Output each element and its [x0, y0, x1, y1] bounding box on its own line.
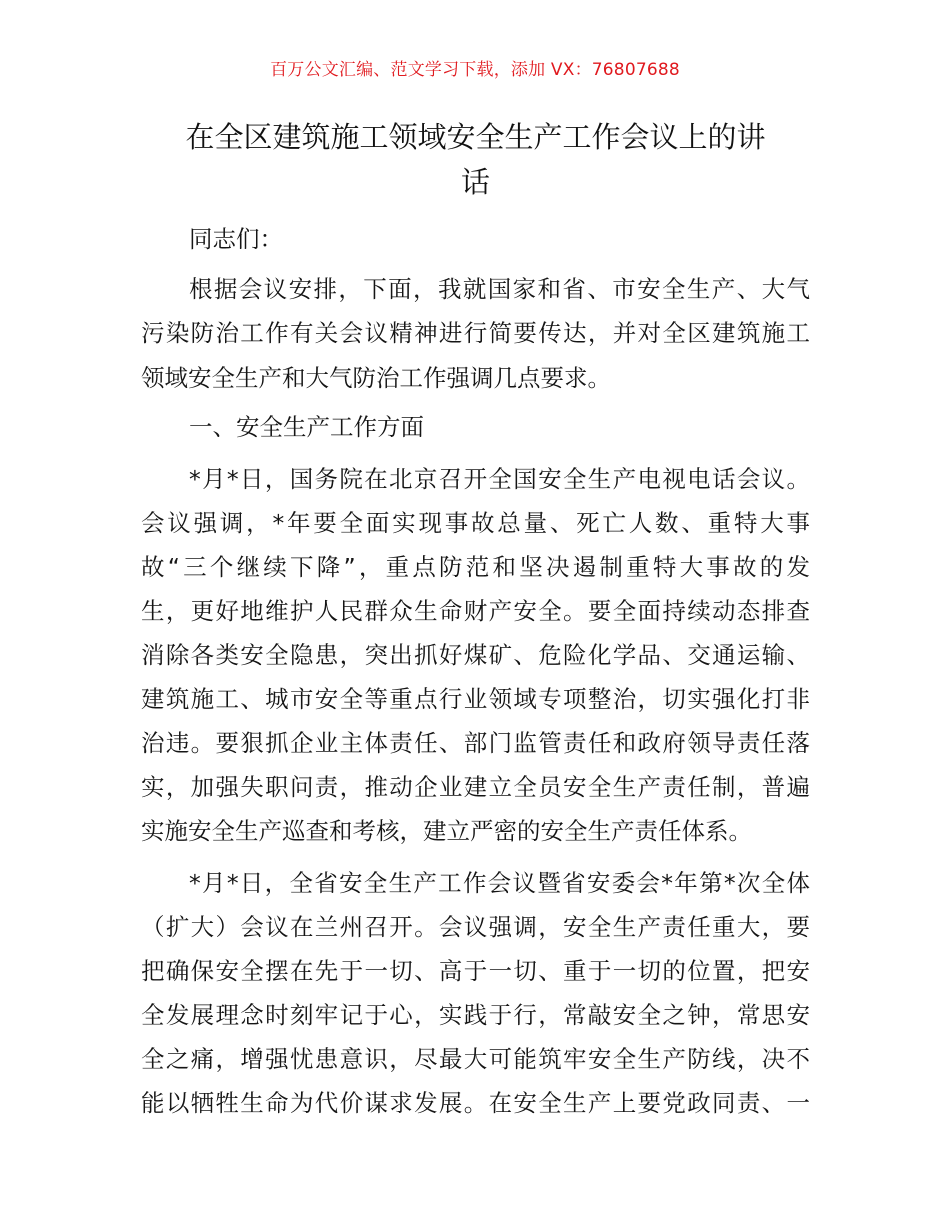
- paragraph-3-line: （扩大）会议在兰州召开。会议强调，安全生产责任重大，要: [141, 913, 810, 941]
- document-title-line-1: 在全区建筑施工领域安全生产工作会议上的讲: [185, 120, 766, 154]
- paragraph-2-line: 生，更好地维护人民群众生命财产安全。要全面持续动态排查: [141, 597, 810, 625]
- paragraph-3-line: 把确保安全摆在先于一切、高于一切、重于一切的位置，把安: [141, 957, 810, 985]
- paragraph-2-line: 会议强调，*年要全面实现事故总量、死亡人数、重特大事: [141, 509, 810, 537]
- paragraph-2-line: 治违。要狠抓企业主体责任、部门监管责任和政府领导责任落: [141, 729, 810, 757]
- paragraph-1-line: 根据会议安排，下面，我就国家和省、市安全生产、大气: [189, 275, 810, 303]
- document-title-line-2: 话: [460, 165, 490, 199]
- paragraph-3-line: *月*日，全省安全生产工作会议暨省安委会*年第*次全体: [189, 869, 810, 897]
- paragraph-2-line: *月*日，国务院在北京召开全国安全生产电视电话会议。: [189, 465, 810, 493]
- paragraph-3-line: 全发展理念时刻牢记于心，实践于行，常敲安全之钟，常思安: [141, 1001, 810, 1029]
- paragraph-1-line: 污染防治工作有关会议精神进行简要传达，并对全区建筑施工: [141, 319, 810, 347]
- paragraph-2-line: 实施安全生产巡查和考核，建立严密的安全生产责任体系。: [141, 817, 752, 845]
- paragraph-2-line: 故“三个继续下降”，重点防范和坚决遏制重特大事故的发: [141, 553, 810, 581]
- paragraph-2-line: 实，加强失职问责，推动企业建立全员安全生产责任制，普遍: [141, 773, 810, 801]
- greeting: 同志们：: [189, 225, 283, 253]
- paragraph-1-line: 领域安全生产和大气防治工作强调几点要求。: [141, 364, 611, 392]
- watermark-header: 百万公文汇编、范文学习下载，添加 VX：76807688: [270, 60, 680, 80]
- paragraph-2-line: 建筑施工、城市安全等重点行业领域专项整治，切实强化打非: [141, 685, 810, 713]
- paragraph-3-line: 能以牺牲生命为代价谋求发展。在安全生产上要党政同责、一: [141, 1089, 810, 1117]
- section-heading-1: 一、安全生产工作方面: [189, 413, 424, 441]
- paragraph-3-line: 全之痛，增强忧患意识，尽最大可能筑牢安全生产防线，决不: [141, 1045, 810, 1073]
- paragraph-2-line: 消除各类安全隐患，突出抓好煤矿、危险化学品、交通运输、: [141, 641, 810, 669]
